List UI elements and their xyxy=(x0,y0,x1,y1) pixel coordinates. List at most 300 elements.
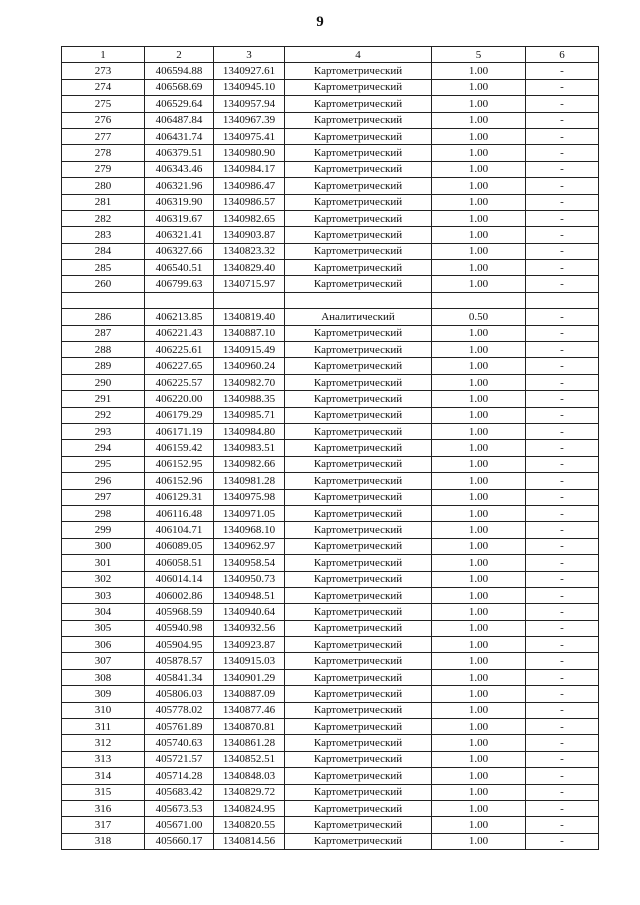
method-cell: Картометрический xyxy=(285,342,432,358)
method-cell: Картометрический xyxy=(285,96,432,112)
accuracy-cell: 1.00 xyxy=(432,604,526,620)
method-cell: Картометрический xyxy=(285,620,432,636)
point-number-cell: 288 xyxy=(62,342,145,358)
x-coordinate-cell: 405841.34 xyxy=(145,669,214,685)
x-coordinate-cell: 406225.61 xyxy=(145,342,214,358)
y-coordinate-cell: 1340986.57 xyxy=(214,194,285,210)
y-coordinate-cell: 1340923.87 xyxy=(214,637,285,653)
accuracy-cell: 1.00 xyxy=(432,342,526,358)
note-cell: - xyxy=(526,604,599,620)
point-number-cell: 314 xyxy=(62,768,145,784)
accuracy-cell: 1.00 xyxy=(432,391,526,407)
x-coordinate-cell: 405761.89 xyxy=(145,719,214,735)
note-cell: - xyxy=(526,587,599,603)
point-number-cell: 299 xyxy=(62,522,145,538)
note-cell: - xyxy=(526,325,599,341)
accuracy-cell: 1.00 xyxy=(432,751,526,767)
x-coordinate-cell: 406104.71 xyxy=(145,522,214,538)
y-coordinate-cell: 1340967.39 xyxy=(214,112,285,128)
note-cell: - xyxy=(526,276,599,292)
y-coordinate-cell: 1340829.72 xyxy=(214,784,285,800)
table-body xyxy=(62,63,599,850)
table-row xyxy=(62,669,599,685)
table-row xyxy=(62,342,599,358)
point-number-cell: 315 xyxy=(62,784,145,800)
note-cell: - xyxy=(526,817,599,833)
table-row xyxy=(62,817,599,833)
method-cell: Картометрический xyxy=(285,538,432,554)
point-number-cell: 282 xyxy=(62,210,145,226)
accuracy-cell: 1.00 xyxy=(432,456,526,472)
note-cell: - xyxy=(526,800,599,816)
table-row xyxy=(62,587,599,603)
accuracy-cell: 1.00 xyxy=(432,833,526,849)
accuracy-cell: 0.50 xyxy=(432,309,526,325)
point-number-cell xyxy=(62,292,145,308)
note-cell: - xyxy=(526,128,599,144)
y-coordinate-cell: 1340877.46 xyxy=(214,702,285,718)
method-cell: Картометрический xyxy=(285,391,432,407)
x-coordinate-cell: 406058.51 xyxy=(145,555,214,571)
table-row xyxy=(62,194,599,210)
note-cell: - xyxy=(526,96,599,112)
method-cell: Картометрический xyxy=(285,669,432,685)
accuracy-cell: 1.00 xyxy=(432,817,526,833)
method-cell: Картометрический xyxy=(285,128,432,144)
method-cell: Картометрический xyxy=(285,440,432,456)
point-number-cell: 305 xyxy=(62,620,145,636)
table-row xyxy=(62,538,599,554)
note-cell: - xyxy=(526,653,599,669)
y-coordinate-cell: 1340932.56 xyxy=(214,620,285,636)
table-row xyxy=(62,210,599,226)
method-cell: Картометрический xyxy=(285,817,432,833)
accuracy-cell: 1.00 xyxy=(432,653,526,669)
x-coordinate-cell: 406321.96 xyxy=(145,178,214,194)
method-cell: Картометрический xyxy=(285,489,432,505)
y-coordinate-cell: 1340945.10 xyxy=(214,79,285,95)
method-cell: Картометрический xyxy=(285,456,432,472)
point-number-cell: 274 xyxy=(62,79,145,95)
x-coordinate-cell: 406152.95 xyxy=(145,456,214,472)
note-cell: - xyxy=(526,555,599,571)
point-number-cell: 318 xyxy=(62,833,145,849)
y-coordinate-cell: 1340958.54 xyxy=(214,555,285,571)
y-coordinate-cell: 1340823.32 xyxy=(214,243,285,259)
table-row xyxy=(62,407,599,423)
method-cell: Картометрический xyxy=(285,751,432,767)
method-cell: Картометрический xyxy=(285,784,432,800)
note-cell: - xyxy=(526,63,599,79)
y-coordinate-cell: 1340982.70 xyxy=(214,374,285,390)
accuracy-cell: 1.00 xyxy=(432,423,526,439)
accuracy-cell: 1.00 xyxy=(432,522,526,538)
x-coordinate-cell: 406220.00 xyxy=(145,391,214,407)
y-coordinate-cell: 1340982.65 xyxy=(214,210,285,226)
method-cell: Картометрический xyxy=(285,800,432,816)
accuracy-cell: 1.00 xyxy=(432,79,526,95)
table-row xyxy=(62,653,599,669)
accuracy-cell: 1.00 xyxy=(432,473,526,489)
table-row xyxy=(62,522,599,538)
point-number-cell: 273 xyxy=(62,63,145,79)
point-number-cell: 295 xyxy=(62,456,145,472)
table-row xyxy=(62,637,599,653)
point-number-cell: 303 xyxy=(62,587,145,603)
x-coordinate-cell: 406152.96 xyxy=(145,473,214,489)
method-cell: Аналитический xyxy=(285,309,432,325)
table-row xyxy=(62,112,599,128)
point-number-cell: 294 xyxy=(62,440,145,456)
note-cell: - xyxy=(526,358,599,374)
table-row xyxy=(62,292,599,308)
note-cell: - xyxy=(526,538,599,554)
point-number-cell: 304 xyxy=(62,604,145,620)
point-number-cell: 317 xyxy=(62,817,145,833)
method-cell: Картометрический xyxy=(285,473,432,489)
table-row xyxy=(62,473,599,489)
column-header-6: 6 xyxy=(526,47,599,63)
y-coordinate-cell: 1340981.28 xyxy=(214,473,285,489)
table-row xyxy=(62,128,599,144)
y-coordinate-cell: 1340975.98 xyxy=(214,489,285,505)
x-coordinate-cell: 406568.69 xyxy=(145,79,214,95)
y-coordinate-cell: 1340814.56 xyxy=(214,833,285,849)
accuracy-cell: 1.00 xyxy=(432,227,526,243)
accuracy-cell: 1.00 xyxy=(432,505,526,521)
x-coordinate-cell: 406327.66 xyxy=(145,243,214,259)
method-cell: Картометрический xyxy=(285,653,432,669)
x-coordinate-cell: 405721.57 xyxy=(145,751,214,767)
y-coordinate-cell: 1340870.81 xyxy=(214,719,285,735)
column-header-5: 5 xyxy=(432,47,526,63)
point-number-cell: 309 xyxy=(62,686,145,702)
accuracy-cell: 1.00 xyxy=(432,440,526,456)
x-coordinate-cell: 405660.17 xyxy=(145,833,214,849)
point-number-cell: 306 xyxy=(62,637,145,653)
table-row xyxy=(62,79,599,95)
y-coordinate-cell: 1340915.03 xyxy=(214,653,285,669)
note-cell: - xyxy=(526,440,599,456)
y-coordinate-cell: 1340848.03 xyxy=(214,768,285,784)
accuracy-cell: 1.00 xyxy=(432,194,526,210)
y-coordinate-cell: 1340983.51 xyxy=(214,440,285,456)
point-number-cell: 301 xyxy=(62,555,145,571)
accuracy-cell: 1.00 xyxy=(432,161,526,177)
point-number-cell: 292 xyxy=(62,407,145,423)
table-row xyxy=(62,309,599,325)
note-cell: - xyxy=(526,735,599,751)
table-row xyxy=(62,161,599,177)
x-coordinate-cell: 406487.84 xyxy=(145,112,214,128)
point-number-cell: 308 xyxy=(62,669,145,685)
method-cell: Картометрический xyxy=(285,63,432,79)
note-cell: - xyxy=(526,505,599,521)
note-cell: - xyxy=(526,374,599,390)
y-coordinate-cell: 1340887.10 xyxy=(214,325,285,341)
y-coordinate-cell: 1340927.61 xyxy=(214,63,285,79)
x-coordinate-cell: 405878.57 xyxy=(145,653,214,669)
method-cell: Картометрический xyxy=(285,719,432,735)
table-row xyxy=(62,505,599,521)
method-cell: Картометрический xyxy=(285,178,432,194)
method-cell: Картометрический xyxy=(285,325,432,341)
note-cell: - xyxy=(526,194,599,210)
column-header-4: 4 xyxy=(285,47,432,63)
note-cell: - xyxy=(526,637,599,653)
accuracy-cell: 1.00 xyxy=(432,489,526,505)
point-number-cell: 312 xyxy=(62,735,145,751)
table-row xyxy=(62,784,599,800)
point-number-cell: 285 xyxy=(62,260,145,276)
accuracy-cell: 1.00 xyxy=(432,735,526,751)
x-coordinate-cell: 406213.85 xyxy=(145,309,214,325)
point-number-cell: 296 xyxy=(62,473,145,489)
x-coordinate-cell: 406319.90 xyxy=(145,194,214,210)
method-cell: Картометрический xyxy=(285,555,432,571)
accuracy-cell: 1.00 xyxy=(432,637,526,653)
table-row xyxy=(62,374,599,390)
method-cell: Картометрический xyxy=(285,358,432,374)
method-cell: Картометрический xyxy=(285,210,432,226)
note-cell: - xyxy=(526,669,599,685)
coordinates-table xyxy=(61,46,599,850)
point-number-cell: 297 xyxy=(62,489,145,505)
table-row xyxy=(62,178,599,194)
x-coordinate-cell: 406540.51 xyxy=(145,260,214,276)
accuracy-cell: 1.00 xyxy=(432,702,526,718)
note-cell: - xyxy=(526,161,599,177)
y-coordinate-cell: 1340887.09 xyxy=(214,686,285,702)
method-cell: Картометрический xyxy=(285,604,432,620)
table-row xyxy=(62,719,599,735)
accuracy-cell: 1.00 xyxy=(432,210,526,226)
table-row xyxy=(62,456,599,472)
column-header-1: 1 xyxy=(62,47,145,63)
y-coordinate-cell: 1340957.94 xyxy=(214,96,285,112)
method-cell: Картометрический xyxy=(285,768,432,784)
note-cell: - xyxy=(526,473,599,489)
x-coordinate-cell: 406179.29 xyxy=(145,407,214,423)
note-cell: - xyxy=(526,768,599,784)
y-coordinate-cell: 1340962.97 xyxy=(214,538,285,554)
note-cell: - xyxy=(526,145,599,161)
point-number-cell: 283 xyxy=(62,227,145,243)
x-coordinate-cell: 406116.48 xyxy=(145,505,214,521)
y-coordinate-cell: 1340948.51 xyxy=(214,587,285,603)
y-coordinate-cell: 1340950.73 xyxy=(214,571,285,587)
table-row xyxy=(62,243,599,259)
point-number-cell: 284 xyxy=(62,243,145,259)
note-cell: - xyxy=(526,79,599,95)
x-coordinate-cell: 406225.57 xyxy=(145,374,214,390)
x-coordinate-cell xyxy=(145,292,214,308)
note-cell xyxy=(526,292,599,308)
x-coordinate-cell: 406799.63 xyxy=(145,276,214,292)
method-cell: Картометрический xyxy=(285,686,432,702)
table-row xyxy=(62,702,599,718)
accuracy-cell: 1.00 xyxy=(432,784,526,800)
table-row xyxy=(62,227,599,243)
table-row xyxy=(62,358,599,374)
x-coordinate-cell: 406379.51 xyxy=(145,145,214,161)
point-number-cell: 287 xyxy=(62,325,145,341)
point-number-cell: 291 xyxy=(62,391,145,407)
y-coordinate-cell xyxy=(214,292,285,308)
y-coordinate-cell: 1340829.40 xyxy=(214,260,285,276)
point-number-cell: 276 xyxy=(62,112,145,128)
x-coordinate-cell: 406227.65 xyxy=(145,358,214,374)
x-coordinate-cell: 406089.05 xyxy=(145,538,214,554)
point-number-cell: 313 xyxy=(62,751,145,767)
accuracy-cell: 1.00 xyxy=(432,178,526,194)
point-number-cell: 316 xyxy=(62,800,145,816)
note-cell: - xyxy=(526,260,599,276)
table-row xyxy=(62,423,599,439)
x-coordinate-cell: 405968.59 xyxy=(145,604,214,620)
method-cell: Картометрический xyxy=(285,735,432,751)
method-cell: Картометрический xyxy=(285,833,432,849)
y-coordinate-cell: 1340968.10 xyxy=(214,522,285,538)
method-cell: Картометрический xyxy=(285,702,432,718)
accuracy-cell: 1.00 xyxy=(432,555,526,571)
y-coordinate-cell: 1340940.64 xyxy=(214,604,285,620)
method-cell: Картометрический xyxy=(285,112,432,128)
table-row xyxy=(62,686,599,702)
accuracy-cell: 1.00 xyxy=(432,96,526,112)
table-row xyxy=(62,276,599,292)
y-coordinate-cell: 1340982.66 xyxy=(214,456,285,472)
y-coordinate-cell: 1340715.97 xyxy=(214,276,285,292)
x-coordinate-cell: 406594.88 xyxy=(145,63,214,79)
accuracy-cell: 1.00 xyxy=(432,800,526,816)
accuracy-cell: 1.00 xyxy=(432,620,526,636)
method-cell: Картометрический xyxy=(285,227,432,243)
x-coordinate-cell: 405904.95 xyxy=(145,637,214,653)
table-row xyxy=(62,800,599,816)
x-coordinate-cell: 406321.41 xyxy=(145,227,214,243)
y-coordinate-cell: 1340901.29 xyxy=(214,669,285,685)
method-cell: Картометрический xyxy=(285,571,432,587)
point-number-cell: 307 xyxy=(62,653,145,669)
note-cell: - xyxy=(526,407,599,423)
table-header-row xyxy=(62,47,599,63)
y-coordinate-cell: 1340861.28 xyxy=(214,735,285,751)
x-coordinate-cell: 405740.63 xyxy=(145,735,214,751)
y-coordinate-cell: 1340820.55 xyxy=(214,817,285,833)
x-coordinate-cell: 406014.14 xyxy=(145,571,214,587)
point-number-cell: 302 xyxy=(62,571,145,587)
point-number-cell: 277 xyxy=(62,128,145,144)
x-coordinate-cell: 405940.98 xyxy=(145,620,214,636)
method-cell: Картометрический xyxy=(285,637,432,653)
x-coordinate-cell: 406129.31 xyxy=(145,489,214,505)
table-row xyxy=(62,833,599,849)
x-coordinate-cell: 405778.02 xyxy=(145,702,214,718)
x-coordinate-cell: 405673.53 xyxy=(145,800,214,816)
note-cell: - xyxy=(526,686,599,702)
table-row xyxy=(62,440,599,456)
table-row xyxy=(62,391,599,407)
point-number-cell: 280 xyxy=(62,178,145,194)
note-cell: - xyxy=(526,227,599,243)
method-cell: Картометрический xyxy=(285,505,432,521)
table-row xyxy=(62,735,599,751)
accuracy-cell: 1.00 xyxy=(432,145,526,161)
accuracy-cell: 1.00 xyxy=(432,325,526,341)
point-number-cell: 300 xyxy=(62,538,145,554)
y-coordinate-cell: 1340903.87 xyxy=(214,227,285,243)
accuracy-cell: 1.00 xyxy=(432,669,526,685)
point-number-cell: 298 xyxy=(62,505,145,521)
x-coordinate-cell: 405683.42 xyxy=(145,784,214,800)
method-cell: Картометрический xyxy=(285,243,432,259)
table-row xyxy=(62,571,599,587)
method-cell: Картометрический xyxy=(285,276,432,292)
note-cell: - xyxy=(526,112,599,128)
method-cell: Картометрический xyxy=(285,79,432,95)
y-coordinate-cell: 1340985.71 xyxy=(214,407,285,423)
table-row xyxy=(62,145,599,161)
note-cell: - xyxy=(526,522,599,538)
point-number-cell: 286 xyxy=(62,309,145,325)
note-cell: - xyxy=(526,702,599,718)
x-coordinate-cell: 406002.86 xyxy=(145,587,214,603)
note-cell: - xyxy=(526,210,599,226)
page-number: 9 xyxy=(316,14,324,30)
note-cell: - xyxy=(526,243,599,259)
table-row xyxy=(62,260,599,276)
method-cell: Картометрический xyxy=(285,161,432,177)
point-number-cell: 293 xyxy=(62,423,145,439)
table-row xyxy=(62,325,599,341)
method-cell: Картометрический xyxy=(285,522,432,538)
accuracy-cell: 1.00 xyxy=(432,358,526,374)
method-cell: Картометрический xyxy=(285,194,432,210)
x-coordinate-cell: 406343.46 xyxy=(145,161,214,177)
x-coordinate-cell: 406159.42 xyxy=(145,440,214,456)
y-coordinate-cell: 1340960.24 xyxy=(214,358,285,374)
note-cell: - xyxy=(526,423,599,439)
point-number-cell: 278 xyxy=(62,145,145,161)
table-row xyxy=(62,620,599,636)
method-cell: Картометрический xyxy=(285,407,432,423)
x-coordinate-cell: 405671.00 xyxy=(145,817,214,833)
point-number-cell: 275 xyxy=(62,96,145,112)
method-cell xyxy=(285,292,432,308)
note-cell: - xyxy=(526,784,599,800)
note-cell: - xyxy=(526,391,599,407)
point-number-cell: 289 xyxy=(62,358,145,374)
accuracy-cell: 1.00 xyxy=(432,719,526,735)
y-coordinate-cell: 1340971.05 xyxy=(214,505,285,521)
accuracy-cell: 1.00 xyxy=(432,587,526,603)
accuracy-cell: 1.00 xyxy=(432,276,526,292)
accuracy-cell: 1.00 xyxy=(432,538,526,554)
accuracy-cell: 1.00 xyxy=(432,686,526,702)
accuracy-cell: 1.00 xyxy=(432,571,526,587)
table-row xyxy=(62,489,599,505)
note-cell: - xyxy=(526,751,599,767)
y-coordinate-cell: 1340984.80 xyxy=(214,423,285,439)
y-coordinate-cell: 1340915.49 xyxy=(214,342,285,358)
y-coordinate-cell: 1340824.95 xyxy=(214,800,285,816)
method-cell: Картометрический xyxy=(285,260,432,276)
method-cell: Картометрический xyxy=(285,374,432,390)
x-coordinate-cell: 405714.28 xyxy=(145,768,214,784)
point-number-cell: 310 xyxy=(62,702,145,718)
table-row xyxy=(62,751,599,767)
